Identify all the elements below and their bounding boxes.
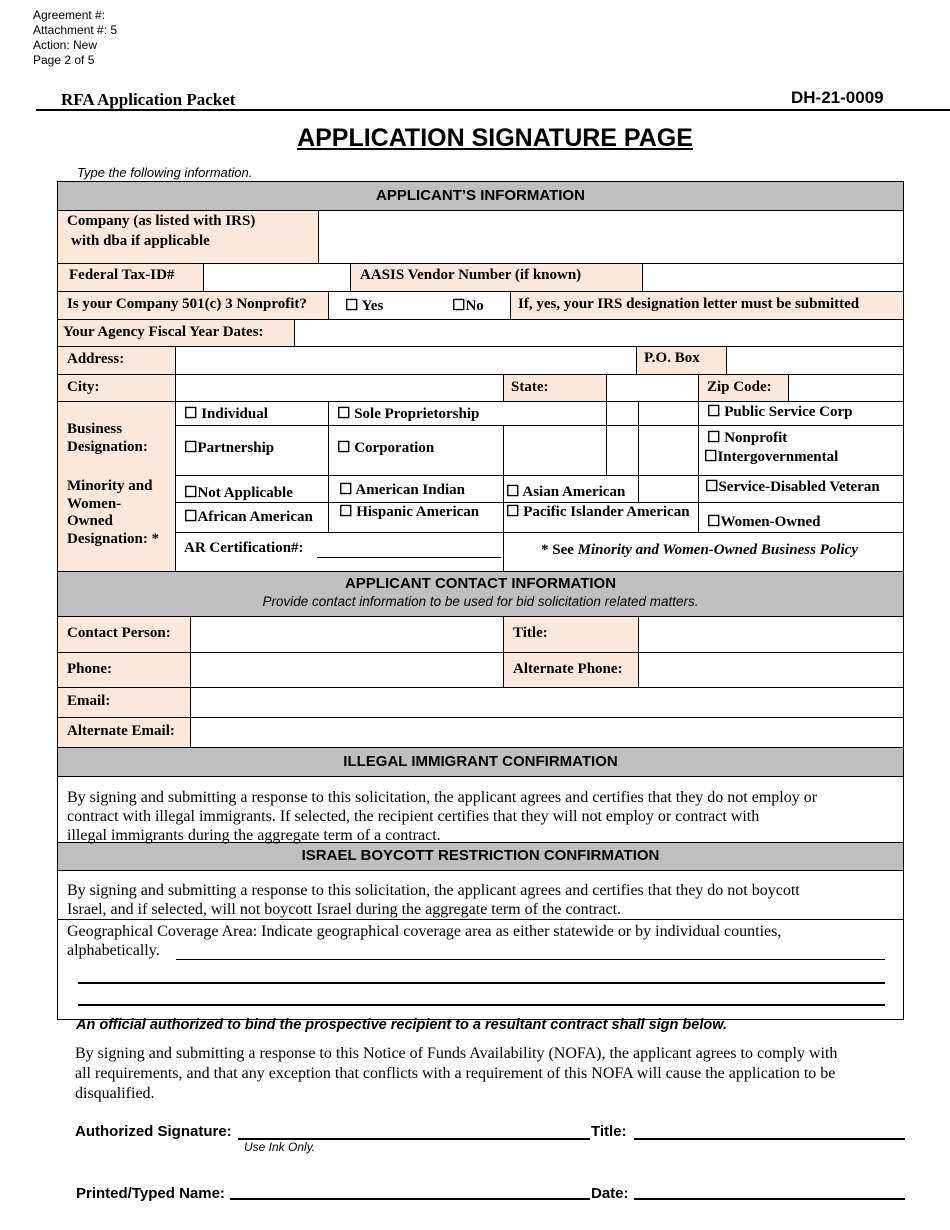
- alternate-email-label: Alternate Email:: [67, 723, 175, 739]
- minority-label-line1: Minority and: [67, 478, 153, 494]
- state-field[interactable]: [607, 375, 698, 401]
- immigrant-text-line1: By signing and submitting a response to this solicitation, the applicant agrees and certifies that they do not employ or: [67, 789, 818, 806]
- application-form: [57, 181, 904, 1020]
- minority-label-line4: Designation: *: [67, 531, 160, 547]
- agreement-number: Agreement #:: [33, 8, 106, 22]
- individual-checkbox[interactable]: ☐ Individual: [184, 406, 268, 422]
- immigrant-text: [67, 788, 817, 845]
- asian-american-checkbox[interactable]: ☐ Asian American: [506, 484, 626, 500]
- nonprofit-question: Is your Company 501(c) 3 Nonprofit?: [67, 296, 307, 312]
- contact-info-subheader: Provide contact information to be used for bid solicitation related matters.: [262, 594, 699, 609]
- nonprofit-checkbox[interactable]: ☐ Nonprofit: [707, 430, 788, 446]
- women-owned-checkbox[interactable]: ☐Women-Owned: [707, 514, 821, 530]
- immigrant-header: ILLEGAL IMMIGRANT CONFIRMATION: [343, 753, 618, 770]
- email-field[interactable]: [191, 688, 903, 717]
- ar-certification-label: AR Certification#:: [184, 540, 304, 556]
- alternate-email-field[interactable]: [191, 718, 903, 747]
- zip-code-label: Zip Code:: [707, 379, 772, 395]
- address-label: Address:: [67, 351, 125, 367]
- geographic-coverage-line2[interactable]: [78, 982, 885, 984]
- service-disabled-veteran-checkbox[interactable]: ☐Service-Disabled Veteran: [705, 479, 880, 495]
- irs-letter-note: If, yes, your IRS designation letter must be submitted: [518, 296, 860, 312]
- federal-tax-id-label: Federal Tax-ID#: [69, 267, 175, 283]
- see-prefix: * See: [541, 542, 578, 558]
- phone-field[interactable]: [191, 653, 503, 687]
- header-rule: [36, 109, 950, 111]
- nonprofit-yes-checkbox[interactable]: ☐ Yes: [345, 298, 384, 314]
- nofa-agreement-text: [75, 1044, 837, 1104]
- contact-person-field[interactable]: [191, 617, 503, 652]
- use-ink-note: Use Ink Only.: [244, 1140, 316, 1154]
- authorized-signature-label: Authorized Signature:: [75, 1123, 232, 1140]
- federal-tax-id-field[interactable]: [204, 264, 350, 291]
- israel-boycott-header: ISRAEL BOYCOTT RESTRICTION CONFIRMATION: [301, 847, 660, 864]
- minority-label-line3: Owned: [67, 513, 113, 529]
- intergovernmental-checkbox[interactable]: ☐Intergovernmental: [704, 449, 839, 465]
- state-label: State:: [511, 379, 549, 395]
- date-line[interactable]: [634, 1198, 905, 1200]
- title-line[interactable]: [634, 1138, 905, 1140]
- nofa-text-line2: all requirements, and that any exception that conflicts with a requirement of this NOFA will cause the application to be: [75, 1065, 836, 1082]
- aasis-vendor-label: AASIS Vendor Number (if known): [360, 267, 582, 283]
- immigrant-text-line3: illegal immigrants during the aggregate term of a contract.: [67, 827, 441, 844]
- hispanic-american-checkbox[interactable]: ☐ Hispanic American: [339, 504, 480, 520]
- po-box-field[interactable]: [727, 347, 903, 374]
- not-applicable-checkbox[interactable]: ☐Not Applicable: [184, 485, 293, 501]
- ar-certification-field[interactable]: [317, 557, 501, 558]
- attachment-number: Attachment #: 5: [33, 23, 118, 37]
- nofa-text-line3: disqualified.: [75, 1085, 155, 1102]
- geo-text-line2: alphabetically.: [67, 942, 160, 959]
- phone-label: Phone:: [67, 661, 112, 677]
- city-label: City:: [67, 379, 100, 395]
- contact-person-label: Contact Person:: [67, 625, 171, 641]
- israel-boycott-text: [67, 881, 800, 919]
- israel-text-line2: Israel, and if selected, will not boycott Israel during the aggregate term of the contract.: [67, 901, 622, 918]
- pacific-islander-american-checkbox[interactable]: ☐ Pacific Islander American: [506, 504, 690, 520]
- sole-proprietorship-checkbox[interactable]: ☐ Sole Proprietorship: [337, 406, 480, 422]
- contact-info-header: APPLICANT CONTACT INFORMATION: [344, 575, 617, 592]
- printed-name-line[interactable]: [230, 1198, 590, 1200]
- applicant-info-header: APPLICANT’S INFORMATION: [376, 187, 585, 204]
- african-american-checkbox[interactable]: ☐African American: [184, 509, 313, 525]
- partnership-checkbox[interactable]: ☐Partnership: [184, 440, 275, 456]
- alternate-phone-label: Alternate Phone:: [513, 661, 623, 677]
- business-label-bg: [58, 401, 175, 475]
- title-label: Title:: [591, 1123, 627, 1140]
- israel-text-line1: By signing and submitting a response to this solicitation, the applicant agrees and certifies that they do not boycott: [67, 882, 800, 899]
- po-box-label: P.O. Box: [644, 350, 700, 366]
- packet-title: RFA Application Packet: [61, 90, 236, 109]
- geographic-coverage-text: [67, 922, 781, 960]
- minority-policy-note: [541, 542, 858, 559]
- city-field[interactable]: [176, 375, 503, 401]
- immigrant-text-line2: contract with illegal immigrants. If selected, the recipient certifies that they will not employ or contract with: [67, 808, 760, 825]
- american-indian-checkbox[interactable]: ☐ American Indian: [339, 482, 465, 498]
- nofa-text-line1: By signing and submitting a response to this Notice of Funds Availability (NOFA), the applicant agrees to comply with: [75, 1045, 838, 1062]
- email-label: Email:: [67, 693, 111, 709]
- public-service-corp-checkbox[interactable]: ☐ Public Service Corp: [707, 404, 853, 420]
- contact-title-field[interactable]: [639, 617, 903, 652]
- action-status: Action: New: [33, 38, 98, 52]
- instruction-text: Type the following information.: [77, 165, 253, 180]
- document-meta: [33, 8, 117, 68]
- alternate-phone-field[interactable]: [639, 653, 903, 687]
- company-label-line2: with dba if applicable: [71, 233, 210, 249]
- printed-name-label: Printed/Typed Name:: [76, 1185, 225, 1202]
- zip-code-field[interactable]: [789, 375, 903, 401]
- aasis-vendor-field[interactable]: [643, 264, 903, 291]
- fiscal-year-label: Your Agency Fiscal Year Dates:: [63, 324, 264, 340]
- minority-label-line2: Women-: [67, 496, 122, 512]
- official-signature-note: An official authorized to bind the prospective recipient to a resultant contract shall sign below.: [76, 1017, 727, 1033]
- address-field[interactable]: [176, 347, 636, 374]
- business-designation-label-line2: Designation:: [67, 439, 148, 455]
- geographic-coverage-line3[interactable]: [78, 1004, 885, 1006]
- fiscal-year-field[interactable]: [295, 320, 903, 346]
- corporation-checkbox[interactable]: ☐ Corporation: [337, 440, 435, 456]
- page-number: Page 2 of 5: [33, 53, 95, 67]
- date-label: Date:: [591, 1185, 629, 1202]
- policy-name: Minority and Women-Owned Business Policy: [577, 542, 858, 558]
- contact-title-label: Title:: [513, 625, 548, 641]
- document-number: DH-21-0009: [791, 88, 884, 107]
- company-label-line1: Company (as listed with IRS): [67, 213, 256, 229]
- business-designation-label-line1: Business: [67, 421, 123, 437]
- geographic-coverage-line1[interactable]: [176, 959, 885, 960]
- nonprofit-no-checkbox[interactable]: ☐No: [452, 298, 484, 314]
- page-title: APPLICATION SIGNATURE PAGE: [297, 124, 693, 152]
- geo-text-line1: Geographical Coverage Area: Indicate geographical coverage area as either statewide or by individual counties,: [67, 923, 782, 940]
- company-name-field[interactable]: [319, 211, 903, 263]
